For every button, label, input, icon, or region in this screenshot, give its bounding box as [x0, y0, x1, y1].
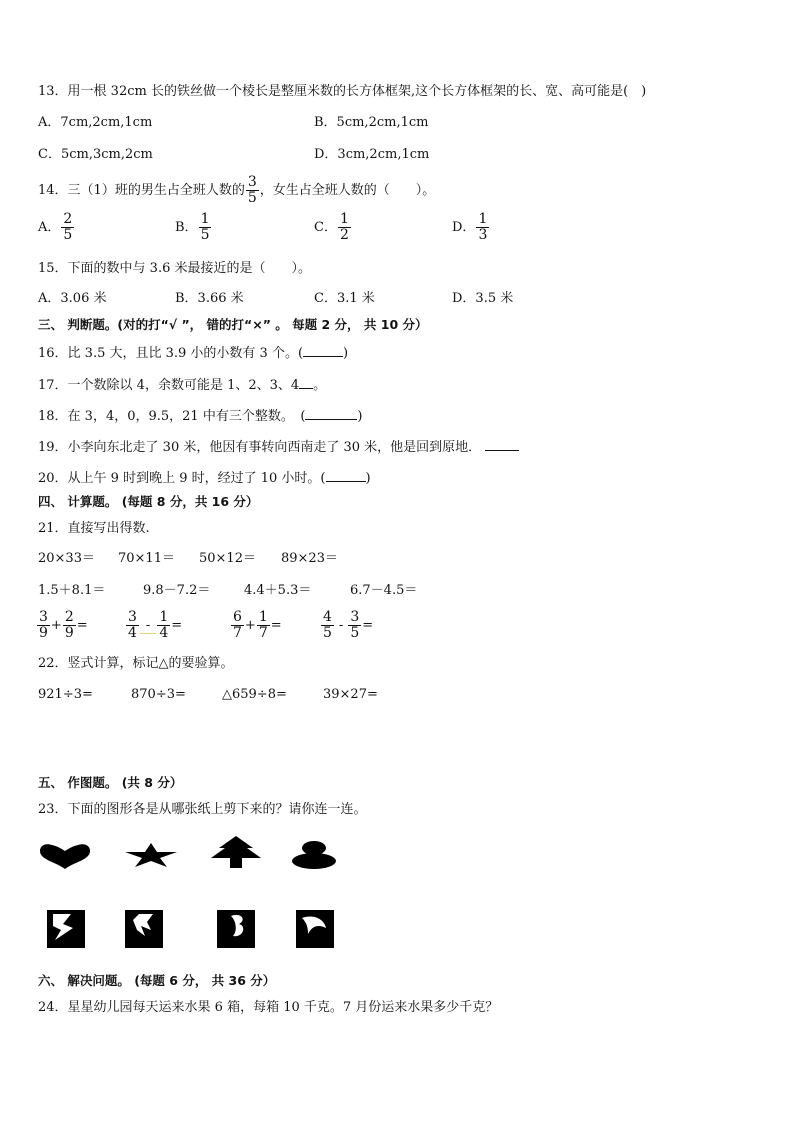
q20-close: ): [365, 471, 371, 486]
q16-text: 16．比 3.5 大，且比 3.9 小的小数有 3 个。(: [38, 346, 304, 361]
fraction-numerator: 1: [200, 211, 210, 227]
calc-item: 20×33＝: [38, 551, 95, 566]
fraction-numerator: 1: [159, 609, 169, 625]
option-letter: D．: [452, 220, 476, 235]
operator: +: [50, 618, 62, 633]
calc-item: 4.4＋5.3＝: [244, 583, 312, 598]
fraction-numerator: 1: [478, 211, 488, 227]
fraction-denominator: 7: [258, 625, 268, 641]
vertical-calc-item: 39×27=: [323, 687, 378, 702]
equals-sign: =: [362, 618, 374, 633]
operator: -: [338, 618, 344, 633]
q18-close: ): [357, 409, 363, 424]
equals-sign: =: [76, 618, 88, 633]
q13-option-c: C．5cm,3cm,2cm: [38, 147, 153, 162]
fraction-numerator: 6: [233, 609, 242, 625]
calc-item: 6.7－4.5＝: [350, 583, 418, 598]
fraction-denominator: 4: [159, 625, 169, 641]
fraction-numerator: 1: [258, 609, 268, 625]
q20-text: 20．从上午 9 时到晚上 9 时，经过了 10 小时。(: [38, 471, 326, 486]
vertical-calc-item: △659÷8=: [222, 687, 287, 702]
fraction-numerator: 1: [339, 211, 349, 227]
tree-arrow-shape-icon[interactable]: [209, 836, 263, 868]
question-22: 22．竖式计算，标记△的要验算。: [38, 656, 234, 671]
fraction-numerator: 3: [128, 609, 137, 625]
question-23: 23．下面的图形各是从哪张纸上剪下来的？请你连一连。: [38, 802, 367, 817]
q18-text: 18．在 3，4，0，9.5，21 中有三个整数。 (: [38, 409, 306, 424]
q13-option-d: D．3cm,2cm,1cm: [314, 147, 430, 162]
q15-option-a: A．3.06 米: [38, 291, 107, 306]
question-16: [38, 344, 348, 362]
question-18: [38, 407, 363, 425]
fraction-denominator: 5: [63, 227, 73, 243]
vertical-calc-item: 870÷3=: [131, 687, 186, 702]
question-14-stem: [38, 172, 435, 210]
fraction-denominator: 2: [339, 227, 349, 243]
question-15-stem: 15．下面的数中与 3.6 米最接近的是（ ）。: [38, 261, 311, 276]
fraction-denominator: 9: [64, 625, 74, 641]
section-5-heading: 五、 作图题。 (共 8 分）: [38, 775, 183, 790]
fraction-numerator: 3: [350, 609, 360, 625]
fraction-calc-3: [230, 608, 282, 644]
calc-item: 89×23＝: [281, 551, 338, 566]
q14-stem-pre: 14．三（1）班的男生占全班人数的: [38, 183, 245, 198]
fraction-denominator: 5: [350, 625, 360, 641]
q13-option-b: B．5cm,2cm,1cm: [314, 115, 429, 130]
q16-close: ): [343, 346, 349, 361]
hat-shape-icon[interactable]: [290, 840, 338, 870]
q14-option-c: [314, 212, 352, 243]
option-letter: B．: [175, 220, 198, 235]
paper-with-hat-cut-icon[interactable]: [296, 910, 334, 948]
fraction-denominator: 5: [247, 190, 257, 206]
fraction-denominator: 4: [128, 625, 137, 641]
operator: +: [244, 618, 256, 633]
answer-blank[interactable]: [485, 438, 519, 451]
answer-blank[interactable]: [326, 469, 366, 482]
q14-option-a: [38, 212, 75, 243]
q14-option-d: [452, 212, 490, 243]
section-6-heading: 六、 解决问题。 (每题 6 分， 共 36 分）: [38, 973, 276, 988]
answer-blank[interactable]: [299, 376, 313, 389]
vertical-calc-item: 921÷3=: [38, 687, 93, 702]
fraction-denominator: 9: [39, 625, 48, 641]
paper-with-tree-cut-icon[interactable]: [217, 910, 255, 948]
question-13-stem: 13．用一根 32cm 长的铁丝做一个棱长是整厘米数的长方体框架,这个长方体框架的长、宽、高可能是( ): [38, 84, 647, 99]
paper-with-heart-cut-icon[interactable]: [47, 910, 85, 948]
question-19: [38, 438, 519, 456]
calc-item: 50×12＝: [199, 551, 256, 566]
question-21: 21．直接写出得数.: [38, 521, 150, 536]
fraction-denominator: 3: [478, 227, 488, 243]
fraction-numerator: 3: [247, 174, 257, 190]
option-letter: C．: [314, 220, 337, 235]
fraction-calc-4: [320, 608, 373, 644]
fraction-numerator: 4: [323, 609, 332, 625]
q14-fraction: [246, 175, 259, 206]
paper-with-star-cut-icon[interactable]: [125, 910, 163, 948]
fraction-denominator: 7: [233, 625, 242, 641]
equals-sign: =: [171, 618, 183, 633]
calc-item: 1.5＋8.1＝: [38, 583, 106, 598]
section-4-heading: 四、 计算题。 (每题 8 分，共 16 分）: [38, 494, 259, 509]
q17-text: 17．一个数除以 4，余数可能是 1、2、3、4: [38, 378, 300, 393]
question-20: [38, 469, 371, 487]
calc-item: 9.8－7.2＝: [143, 583, 211, 598]
equals-sign: =: [270, 618, 282, 633]
fraction-calc-2: [125, 608, 182, 644]
fraction-denominator: 5: [323, 625, 332, 641]
heart-shape-icon[interactable]: [38, 842, 92, 870]
answer-blank[interactable]: [303, 344, 343, 357]
operator: -: [140, 618, 156, 634]
answer-blank[interactable]: [305, 407, 357, 420]
q17-close: 。: [313, 378, 327, 393]
star-shape-icon[interactable]: [125, 843, 177, 867]
q19-text: 19．小李向东北走了 30 米，他因有事转向西南走了 30 米，他是回到原地．: [38, 440, 482, 455]
question-17: [38, 376, 326, 394]
fraction-calc-1: [36, 608, 88, 644]
q15-option-b: B．3.66 米: [175, 291, 244, 306]
q13-option-a: A．7cm,2cm,1cm: [38, 115, 153, 130]
fraction-numerator: 3: [39, 609, 48, 625]
q14-option-b: [175, 212, 212, 243]
fraction-denominator: 5: [200, 227, 210, 243]
calc-item: 70×11＝: [118, 551, 175, 566]
option-letter: A．: [38, 220, 61, 235]
q15-option-c: C．3.1 米: [314, 291, 375, 306]
section-3-heading: 三、 判断题。(对的打“√ ”， 错的打“×” 。 每题 2 分， 共 10 分）: [38, 317, 428, 332]
q14-stem-post: ，女生占全班人数的（ ）。: [259, 183, 436, 198]
fraction-numerator: 2: [64, 609, 74, 625]
question-24: 24．星星幼儿园每天运来水果 6 箱，每箱 10 千克。7 月份运来水果多少千克？: [38, 1000, 499, 1015]
q15-option-d: D．3.5 米: [452, 291, 514, 306]
fraction-numerator: 2: [63, 211, 73, 227]
